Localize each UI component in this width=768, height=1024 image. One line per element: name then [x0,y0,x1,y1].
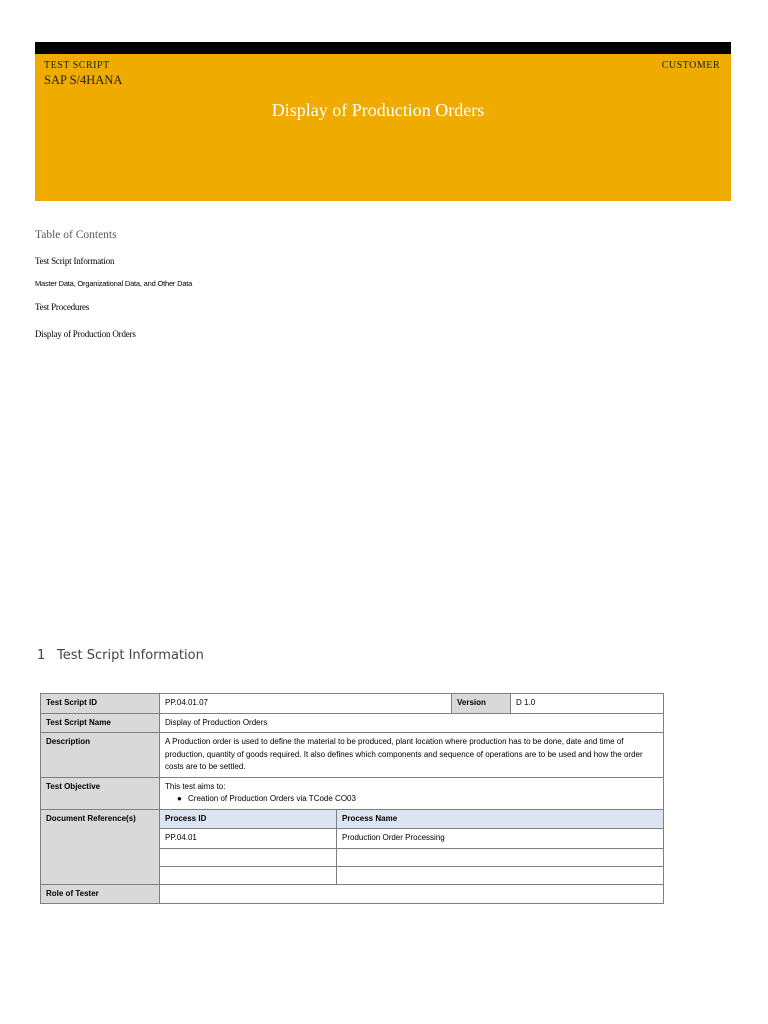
test-script-id-value: PP.04.01.07 [160,694,452,714]
process-name-cell: Production Order Processing [337,829,664,849]
objective-bullet-text: Creation of Production Orders via TCode CO03 [188,794,356,803]
test-script-name-label: Test Script Name [41,713,160,733]
toc-item-display-production-orders[interactable]: Display of Production Orders [35,329,136,339]
document-title: Display of Production Orders [271,100,485,120]
header-top-bar [35,42,731,54]
toc-item-master-data[interactable]: Master Data, Organizational Data, and Other Data [35,279,193,288]
document-reference-label: Document Reference(s) [41,809,160,884]
objective-bullet-item [165,793,658,806]
bullet-icon: ● [177,794,182,803]
role-of-tester-value [160,884,664,904]
test-script-info-table [40,693,664,904]
version-value: D 1.0 [511,694,664,714]
objective-intro: This test aims to: [165,781,226,791]
process-id-cell: PP.04.01 [160,829,337,849]
role-of-tester-label: Role of Tester [41,884,160,904]
section-title: Test Script Information [57,648,204,663]
section-number: 1 [37,648,46,663]
table-row [41,694,664,714]
table-row [41,884,664,904]
table-row [41,777,664,809]
description-value: A Production order is used to define the material to be produced, plant location where production has to be done, date and time of production, quantity of goods required. It also defines which components and sequence of operations are to be used and how the order costs are to be settled. [160,733,664,778]
doc-type-label: TEST SCRIPT [44,60,110,71]
header-banner [35,54,731,201]
product-name: SAP S/4HANA [44,73,123,87]
toc-item-test-procedures[interactable]: Test Procedures [35,302,90,312]
process-name-cell-empty [337,848,664,866]
table-row [41,809,664,829]
process-id-cell-empty [160,866,337,884]
test-objective-value [160,777,664,809]
table-row [41,733,664,778]
test-objective-label: Test Objective [41,777,160,809]
version-label: Version [452,694,511,714]
test-script-id-label: Test Script ID [41,694,160,714]
process-name-cell-empty [337,866,664,884]
test-script-name-value: Display of Production Orders [160,713,664,733]
description-label: Description [41,733,160,778]
classification-label: CUSTOMER [661,60,720,71]
process-id-cell-empty [160,848,337,866]
section-heading [37,648,204,663]
process-name-header: Process Name [337,809,664,829]
toc-heading: Table of Contents [35,229,117,241]
toc-item-test-script-information[interactable]: Test Script Information [35,256,115,266]
process-id-header: Process ID [160,809,337,829]
table-row [41,713,664,733]
